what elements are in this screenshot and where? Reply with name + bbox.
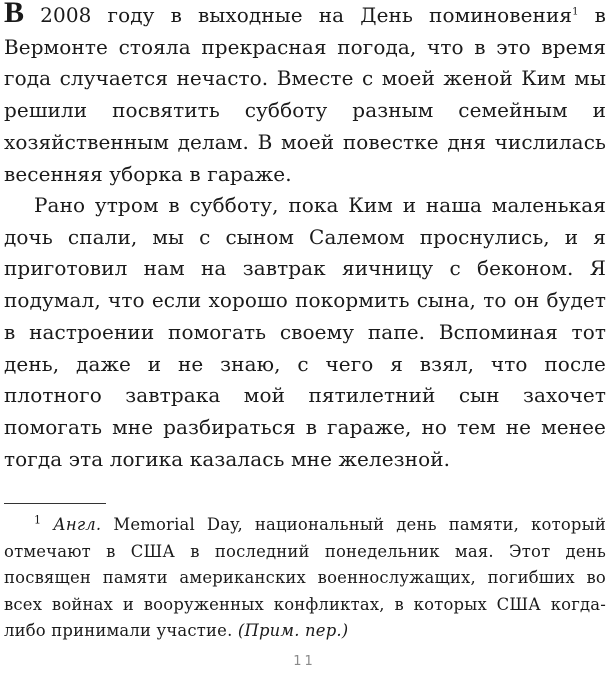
paragraph-1-text-end: в Вермонте стояла прекрасная погода, что в это время года случается нечасто. Вместе с моей женой Ким мы решили посвятить субботу разным семейным и хозяйственным делам. В моей повестке дня числилась весенняя уборка в гараже. [4, 3, 606, 186]
paragraph-1 [4, 0, 606, 190]
translator-note: (Прим. пер.) [237, 621, 349, 640]
footnote-language: Англ. [53, 515, 102, 534]
paragraph-2: Рано утром в субботу, пока Ким и наша маленькая дочь спали, мы с сыном Салемом проснулись, и я приготовил нам на завтрак яичницу с беконом. Я подумал, что если хорошо покормить сына, то он будет в настроении помогать своему папе. Вспоминая тот день, даже и не знаю, с чего я взял, что после плотного завтрака мой пятилетний сын захочет помогать мне разбираться в гараже, но тем не менее тогда эта логика казалась мне железной. [4, 193, 606, 471]
page-number: 11 [293, 654, 316, 669]
footnote-divider [4, 503, 106, 504]
paragraph-1-text-start: 2008 году в выходные на День поминовения [24, 3, 573, 27]
footnote-text: Memorial Day, национальный день памяти, который отмечают в США в последний понедельник мая. Этот день посвящен памяти американских военнослужащих, погибших во всех войнах и вооруженных конфликтах, в которых США когда-либо принимали участие. [4, 515, 606, 640]
drop-cap: В [4, 0, 25, 29]
footnote-mark: 1 [34, 513, 42, 527]
footnote [4, 512, 606, 645]
footnote-reference[interactable]: 1 [572, 6, 579, 18]
